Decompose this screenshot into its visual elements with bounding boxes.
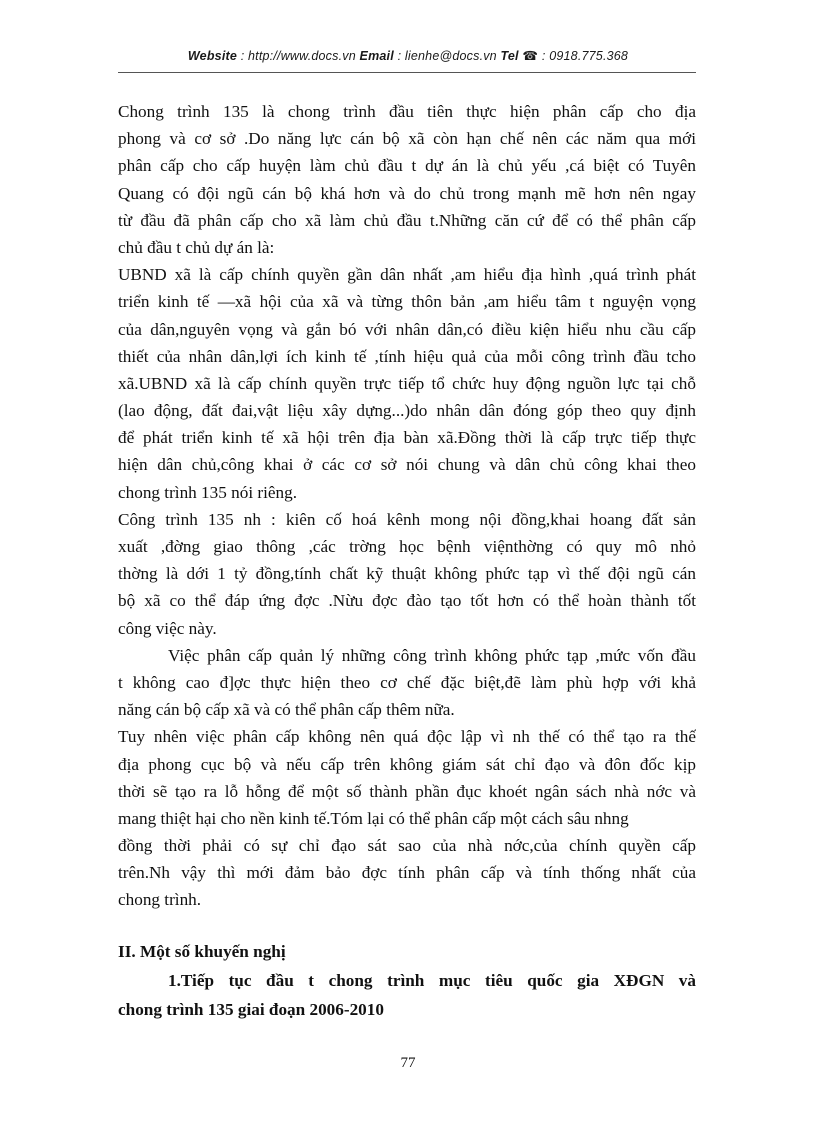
text-line: Việc phân cấp quản lý những công trình không phức tạp ,mức vốn đầu xyxy=(168,645,696,665)
text-line: t không cao đ]ợc thực hiện theo cơ chế đặc biệt,đẽ làm phù hợp với khả xyxy=(118,672,696,692)
text-line: bộ xã co thể đáp ứng đợc .Nừu đợc đào tạo tốt hơn có thể hoàn thành tốt xyxy=(118,591,696,611)
page-number: 77 xyxy=(400,1055,416,1071)
body-text xyxy=(118,98,696,914)
tel-label: Tel xyxy=(500,49,519,63)
email-value: : lienhe@docs.vn xyxy=(393,49,501,63)
text-line: Chong trình 135 là chong trình đầu tiên thực hiện phân cấp cho địa xyxy=(118,102,696,121)
text-line: Công trình 135 nh : kiên cố hoá kênh mong nội đồng,khai hoang đất sản xyxy=(118,509,696,529)
text-line: Tuy nhên việc phân cấp không nên quá độc lập vì nh thế có thể tạo ra thế xyxy=(118,727,696,747)
text-line: chong trình. xyxy=(118,890,202,910)
header-divider xyxy=(118,72,696,73)
text-line: chủ đầu t chủ dự án là: xyxy=(118,237,275,257)
text-line: trên.Nh vậy thì mới đảm bảo đợc tính phân cấp và tính thống nhất của xyxy=(118,863,696,883)
phone-icon: ☎ xyxy=(522,49,539,63)
text-line: năng cán bộ cấp xã và có thể phân cấp thêm nữa. xyxy=(118,700,455,720)
text-line: Quang có đội ngũ cán bộ khá hơn và do chủ trong mạnh mẽ hơn nên ngay xyxy=(118,183,696,203)
text-line: xuất ,đờng giao thông ,các trờng học bệnh việnthờng có quy mô nhỏ xyxy=(118,537,696,556)
email-label: Email xyxy=(359,49,394,63)
text-line: thiết của nhân dân,lợi ích kinh tế ,tính hiệu quả của mỗi công trình đầu tcho xyxy=(118,346,696,366)
tel-value: : 0918.775.368 xyxy=(538,49,629,63)
text-line: UBND xã là cấp chính quyền gần dân nhất ,am hiểu địa hình ,quá trình phát xyxy=(118,265,696,285)
text-line: mang thiệt hại cho nền kinh tế.Tóm lại có thể phân cấp một cách sâu nhng xyxy=(118,808,629,828)
text-line: của dân,nguyên vọng và gắn bó với nhân dân,có điều kiện hiểu nhu cầu cấp xyxy=(118,319,696,339)
text-line: triển kinh tế —xã hội của xã và từng thôn bản ,am hiểu tâm t nguyện vọng xyxy=(118,292,696,312)
subsection-heading-line1: 1.Tiếp tục đầu t chong trình mục tiêu quốc gia XĐGN và xyxy=(168,971,696,990)
website-label: Website xyxy=(187,49,238,63)
text-line: công việc này. xyxy=(118,618,217,638)
text-line: đồng thời phải có sự chỉ đạo sát sao của nhà nớc,của chính quyền cấp xyxy=(118,836,696,856)
website-value: : http://www.docs.vn xyxy=(237,49,360,63)
page-header xyxy=(0,48,816,63)
section-heading: II. Một số khuyến nghị xyxy=(118,942,286,961)
text-line: xã.UBND xã là cấp chính quyền trực tiếp tổ chức huy động nguồn lực tại chỗ xyxy=(118,373,696,393)
text-line: từ đầu đã phân cấp cho xã làm chủ đầu t.Những căn cứ để có thể phân cấp xyxy=(118,210,696,230)
text-line: phong và cơ sở .Do năng lực cán bộ xã còn hạn chế nên các năm qua mới xyxy=(118,129,696,149)
text-line: phân cấp cho cấp huyện làm chủ đầu t dự án là chủ yếu ,cá biệt có Tuyên xyxy=(118,156,696,176)
text-line: địa phong cục bộ và nếu cấp trên không giám sát chỉ đạo và đôn đốc kịp xyxy=(118,754,696,774)
subsection-heading-line2: chong trình 135 giai đoạn 2006-2010 xyxy=(118,1000,384,1019)
text-line: thời sẽ tạo ra lỗ hỗng để một số thành phần đục khoét ngân sách nhà nớc và xyxy=(118,781,696,801)
text-line: để phát triển kinh tế xã hội trên địa bàn xã.Đồng thời là cấp trực tiếp thực xyxy=(118,428,696,448)
text-line: chong trình 135 nói riêng. xyxy=(118,482,298,502)
text-line: (lao động, đất đai,vật liệu xây dựng...)do nhân dân đóng góp theo quy định xyxy=(118,401,696,421)
text-line: thờng là dới 1 tỷ đồng,tính chất kỹ thuật không phức tạp vì thế đội ngũ cán xyxy=(118,564,696,584)
text-line: hiện dân chủ,công khai ở các cơ sở nói chung và dân chủ công khai theo xyxy=(118,455,696,475)
